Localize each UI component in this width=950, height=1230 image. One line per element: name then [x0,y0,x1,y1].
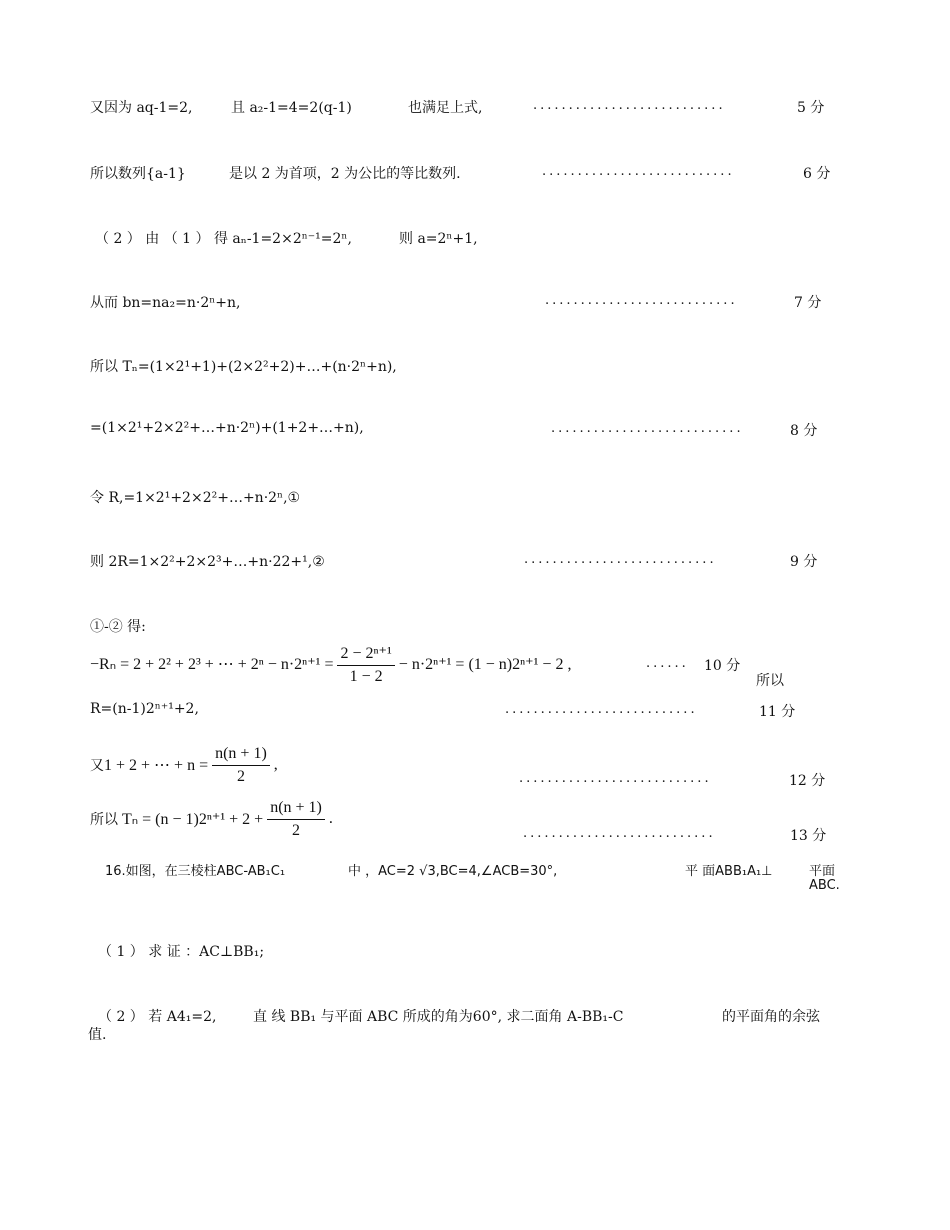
formula-left: −Rₙ = 2 + 2² + 2³ + ⋯ + 2ⁿ − n·2ⁿ⁺¹ = [90,656,334,673]
problem-16-abc: ABC. [809,878,840,893]
line-12-end: , [273,756,278,773]
problem-16-given: 中 ，AC=2 √3,BC=4,∠ACB=30°, [348,864,558,879]
line-1-text: 又因为 aq-1=2, [90,100,193,116]
formula-right: − n·2ⁿ⁺¹ = (1 − n)2ⁿ⁺¹ − 2 , [398,656,572,673]
line-8-score: 9 分 [790,554,818,570]
line-9-text: ①-② 得: [90,619,146,635]
fraction-numerator: n(n + 1) [212,745,270,766]
line-1-condition: 且 a₂-1=4=2(q-1) [231,100,352,116]
line-10-tail: 所以 [756,673,784,689]
line-8-dots: ........................... [524,552,717,567]
problem-16-plane: 平 面ABB₁A₁⊥ [685,864,773,879]
line-13-expr: Tₙ = (n − 1)2ⁿ⁺¹ + 2 + [122,811,264,828]
problem-16-question-1: （ 1 ） 求 证 ：AC⊥BB₁; [98,944,265,960]
line-12-fraction [212,745,270,786]
line-13-prefix: 所以 [90,812,118,828]
fraction-numerator: n(n + 1) [267,799,325,820]
line-13-score: 13 分 [790,828,827,844]
line-10-dots: ...... [646,656,689,671]
line-13-end: . [328,810,333,827]
line-2-dots: ........................... [542,164,735,179]
line-11-dots: ........................... [505,702,698,717]
line-13-dots: ........................... [523,826,716,841]
line-3-text: （ 2 ） 由 （ 1 ） 得 aₙ-1=2×2ⁿ⁻¹=2ⁿ, [95,231,352,247]
line-11-score: 11 分 [759,704,796,720]
line-11-text: R=(n-1)2ⁿ⁺¹+2, [90,701,199,717]
fraction-denominator: 2 [236,767,245,785]
line-12-score: 12 分 [789,773,826,789]
problem-16-question-2-end: 的平面角的余弦 [722,1009,820,1025]
line-13-fraction [267,799,325,840]
fraction-numerator: 2 − 2ⁿ⁺¹ [337,643,394,666]
line-1-dots: ........................... [533,98,726,113]
problem-16-question-2-text: 直 线 BB₁ 与平面 ABC 所成的角为60°, 求二面角 A-BB₁-C [253,1009,624,1025]
line-6-score: 8 分 [790,423,818,439]
line-3-result: 则 a=2ⁿ+1, [399,231,478,247]
line-13-formula [90,795,333,843]
line-4-text: 从而 bn=na₂=n·2ⁿ+n, [90,295,241,311]
line-10-formula [90,641,571,687]
line-1-note: 也满足上式, [408,100,483,116]
line-1-score: 5 分 [797,100,825,116]
line-6-text: =(1×2¹+2×2²+…+n·2ⁿ)+(1+2+…+n), [90,420,364,436]
problem-16-question-2-tail: 值. [88,1027,107,1043]
line-10-score: 10 分 [704,658,741,674]
line-7-text: 令 R,=1×2¹+2×2²+…+n·2ⁿ,① [90,490,301,506]
formula-fraction [337,643,394,686]
fraction-denominator: 2 [292,821,301,839]
problem-16-question-2-given: （ 2 ） 若 A4₁=2, [98,1009,217,1025]
problem-16-intro: 16.如图，在三棱柱ABC-AB₁C₁ [105,864,286,879]
line-4-score: 7 分 [794,295,822,311]
line-5-text: 所以 Tₙ=(1×2¹+1)+(2×2²+2)+…+(n·2ⁿ+n), [90,359,397,375]
line-12-expr: 1 + 2 + ⋯ + n = [104,757,209,774]
line-12-formula [90,741,278,789]
line-8-text: 则 2R=1×2²+2×2³+…+n·22+¹,② [90,554,325,570]
line-2-score: 6 分 [803,166,831,182]
fraction-denominator: 1 − 2 [349,667,383,685]
line-6-dots: ........................... [551,421,744,436]
line-2-statement: 是以 2 为首项，2 为公比的等比数列. [229,166,461,182]
line-2-text: 所以数列{a-1} [90,166,186,182]
problem-16-plane-label: 平面 [809,864,836,879]
line-12-prefix: 又 [90,758,104,774]
line-12-dots: ........................... [519,771,712,786]
line-4-dots: ........................... [545,293,738,308]
